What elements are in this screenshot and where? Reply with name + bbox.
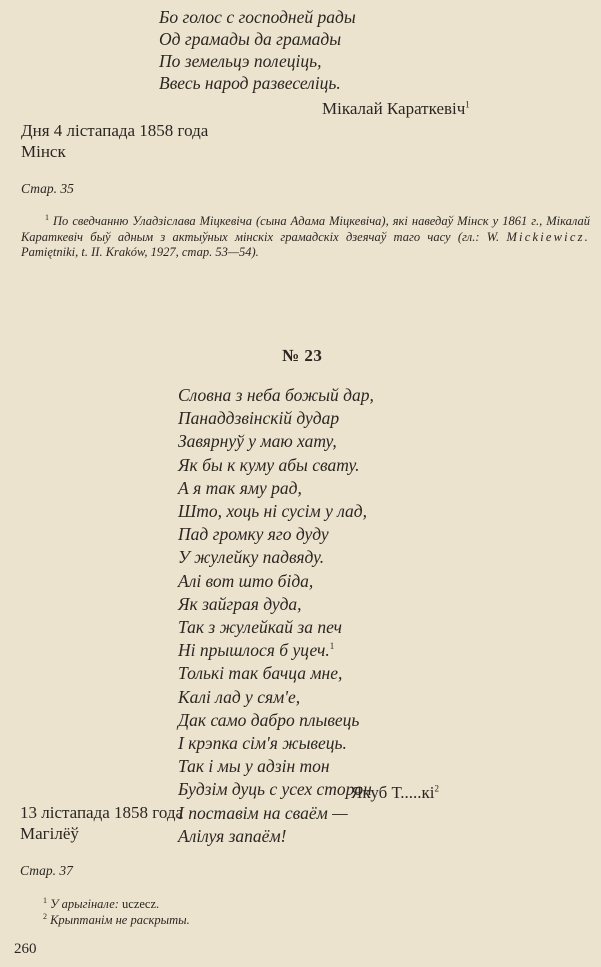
poem2-line-text: Ні прышлося б уцеч. [178,640,330,661]
poem2-line: Пад громку яго дуду [178,524,329,545]
poem2-place: Магілёў [20,824,79,843]
poem2-author [351,783,439,803]
footnote-author-spaced: Mickiewicz. [506,229,590,244]
poem2-line: Алі вот што біда, [178,570,314,591]
footnote-label: У арыгінале: [50,897,119,911]
poem2-line: Толькі так бачца мне, [178,663,343,684]
poem2-line: Што, хоць ні сусім у лад, [178,501,368,522]
poem1-line: Бо голос с господней рады [159,7,356,27]
poem2-line: Словна з неба божый дар, [178,385,374,405]
footnote-1 [43,897,583,913]
poem2-line: Завярнуў у маю хату, [178,431,337,452]
poem2-line: Панаддзвінскій дудар [178,408,340,429]
poem1-author-name: Мікалай Караткевіч [322,99,466,118]
footnote-mark: 1 [329,641,335,652]
footnote-mark: 2 [434,783,439,794]
poem2-verse [178,384,374,848]
poem2-footnotes [43,897,583,928]
poem2-line: І крэпка сім'я жывець. [178,733,347,754]
poem2-line: І поставім на сваём — [178,802,348,823]
poem1-line: Ввесь народ развеселіць. [159,73,341,93]
poem1-line: Од грамады да грамады [159,29,342,49]
footnote-2 [43,913,583,929]
footnote-text: По сведчанню Уладзіслава Міцкевіча (сына Адама Міцкевіча), які наведаў Мінск у 1861 г., Мікалай Караткевіч быў адным з актыўных мінскіх грамадскіх дзеячаў таго часу (гл.: W. [21,214,590,244]
poem2-line: А я так яму рад, [178,477,302,498]
poem2-line: Калі лад у сям'е, [178,686,301,707]
poem2-line: Дак само дабро плывець [178,709,360,730]
poem2-date: 13 лістапада 1858 года [20,803,184,822]
poem1-date: Дня 4 лістапада 1858 года [21,121,209,140]
poem1-line: По земельцэ полеціць, [159,51,322,71]
poem1-page-ref: Стар. 35 [21,181,74,196]
poem1-dateline [21,120,208,162]
poem1-author [322,99,470,119]
poem2-line: У жулейку падвяду. [178,547,325,568]
poem1-verse [159,6,356,94]
poem2-line: Будзім дуць с усех сторон [178,779,372,800]
poem2-line: Як зайграя дуда, [178,593,302,614]
footnote-mark: 1 [45,212,49,222]
footnote-text-end: Pamiętniki, t. II. Kraków, 1927, стар. 53—54). [21,245,259,259]
poem2-dateline [20,802,183,844]
poem2-line [178,639,374,662]
footnote-mark: 1 [43,895,47,905]
poem1-footnote [21,214,590,261]
footnote-label: Крыптанім не раскрыты. [50,912,190,927]
page-number: 260 [14,941,37,957]
footnote-mark: 2 [43,911,47,921]
footnote-value: uczecz. [122,897,160,911]
poem2-author-name: Якуб Т.....кі [351,783,435,802]
poem2-line: Так і мы у адзін тон [178,756,330,777]
poem2-page-ref: Стар. 37 [20,863,73,878]
poem2-line: Так з жулейкай за печ [178,617,342,638]
footnote-mark: 1 [465,99,470,110]
section-heading: № 23 [282,346,323,365]
poem2-line: Алілуя запаём! [178,825,287,846]
poem2-line: Як бы к куму абы свату. [178,454,360,475]
poem1-place: Мінск [21,142,66,161]
